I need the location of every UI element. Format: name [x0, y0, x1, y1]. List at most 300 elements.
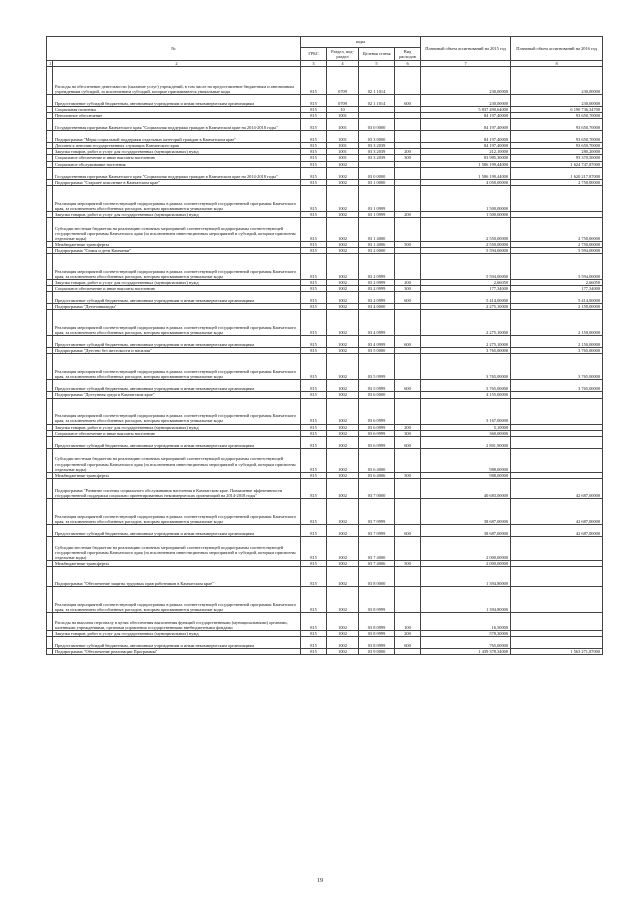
row-expense-type-cell [395, 398, 421, 424]
table-row [47, 648, 603, 654]
col-number: 7 [421, 61, 511, 67]
row-amount-2016-cell: 280,20000 [511, 149, 603, 155]
row-grbs-cell: 815 [301, 292, 327, 304]
row-grbs-cell: 815 [301, 304, 327, 310]
row-razdel-cell: 1002 [327, 536, 359, 560]
row-name-cell: Доплаты к пенсиям государственных служащих Камчатского края [53, 143, 301, 149]
header-num: № [47, 37, 301, 61]
row-amount-2015-cell: 1 586 199,44000 [421, 161, 511, 167]
row-amount-2016-cell: 3 765,00000 [511, 380, 603, 392]
row-grbs-cell: 815 [301, 398, 327, 424]
row-expense-type-cell: 200 [395, 211, 421, 217]
row-amount-2015-cell: 84 197,40000 [421, 131, 511, 143]
row-grbs-cell: 815 [301, 336, 327, 348]
row-amount-2015-cell: 4 155,00000 [421, 392, 511, 398]
row-expense-type-cell: 600 [395, 436, 421, 448]
row-grbs-cell: 815 [301, 612, 327, 630]
row-razdel-cell: 1002 [327, 436, 359, 448]
table-row [47, 478, 603, 498]
row-amount-2016-cell: 42 687,00000 [511, 478, 603, 498]
row-razdel-cell: 1001 [327, 143, 359, 149]
row-grbs-cell: 815 [301, 392, 327, 398]
row-amount-2015-cell: 1 586 199,44000 [421, 167, 511, 179]
row-amount-2015-cell: 84 197,40000 [421, 119, 511, 131]
row-grbs-cell: 815 [301, 354, 327, 380]
row-name-cell: Подпрограмма "Обеспечение реализации Программы" [53, 648, 301, 654]
col-number: 6 [395, 61, 421, 67]
col-number: 4 [327, 61, 359, 67]
row-target-article-cell: 03 5 0999 [359, 354, 395, 380]
row-razdel-cell: 1002 [327, 586, 359, 612]
row-target-article-cell: 03 6 0999 [359, 430, 395, 436]
row-name-cell: Закупка товаров, работ и услуг для государственных (муниципальных) нужд [53, 149, 301, 155]
row-amount-2016-cell: 2 750,00000 [511, 217, 603, 241]
row-expense-type-cell: 600 [395, 95, 421, 107]
row-target-article-cell: 03 9 0000 [359, 648, 395, 654]
row-target-article-cell: 03 6 4000 [359, 448, 395, 472]
row-razdel-cell: 1002 [327, 185, 359, 211]
row-target-article-cell: 03 1 0000 [359, 179, 395, 185]
row-amount-2015-cell: 16,50000 [421, 612, 511, 630]
table-row [47, 217, 603, 241]
row-razdel-cell: 1002 [327, 241, 359, 247]
row-target-article-cell: 03 7 4006 [359, 560, 395, 566]
row-name-cell: Подпрограмма "Доступная среда в Камчатском крае" [53, 392, 301, 398]
row-amount-2016-cell [511, 636, 603, 648]
row-name-cell: Подпрограмма "Меры социальной поддержки отдельных категорий граждан в Камчатском крае" [53, 131, 301, 143]
row-razdel-cell: 1002 [327, 560, 359, 566]
row-name-cell: Государственная программа Камчатского края "Социальная поддержка граждан в Камчатском крае на 2014-2018 годы" [53, 167, 301, 179]
row-expense-type-cell: 100 [395, 612, 421, 630]
row-target-article-cell: 03 3 2039 [359, 155, 395, 161]
row-grbs-cell: 815 [301, 167, 327, 179]
row-target-article-cell: 03 0 0000 [359, 167, 395, 179]
row-razdel-cell: 1002 [327, 286, 359, 292]
row-target-article-cell: 03 8 0000 [359, 566, 395, 586]
table-row [47, 586, 603, 612]
table-row [47, 524, 603, 536]
row-amount-2016-cell [511, 586, 603, 612]
row-grbs-cell: 815 [301, 348, 327, 354]
row-target-article-cell: 03 2 0999 [359, 254, 395, 280]
row-grbs-cell: 815 [301, 241, 327, 247]
row-grbs-cell: 815 [301, 179, 327, 185]
row-amount-2015-cell: 2 000,00000 [421, 536, 511, 560]
row-expense-type-cell [395, 254, 421, 280]
row-target-article-cell: 03 3 2039 [359, 143, 395, 149]
row-amount-2016-cell: 42 687,00000 [511, 524, 603, 536]
row-amount-2015-cell: 38 687,00000 [421, 524, 511, 536]
row-name-cell: Государственная программа Камчатского края "Социальная поддержка граждан в Камчатском крае на 2014-2018 годы" [53, 119, 301, 131]
row-name-cell: Реализация мероприятий соответствующей подпрограммы в рамках соответствующей государственной программы Камчатского края, за исключением обособленных расходов, которым присваиваются уникальные коды [53, 310, 301, 336]
row-target-article-cell: 03 4 0999 [359, 336, 395, 348]
col-number: 3 [301, 61, 327, 67]
row-razdel-cell: 1002 [327, 648, 359, 654]
row-name-cell: Закупка товаров, работ и услуг для государственных (муниципальных) нужд [53, 211, 301, 217]
row-target-article-cell: 03 5 0000 [359, 348, 395, 354]
row-target-article-cell: 03 2 0999 [359, 292, 395, 304]
header-codes: коды [301, 37, 421, 48]
row-grbs-cell: 815 [301, 131, 327, 143]
row-amount-2015-cell: 84 197,40000 [421, 113, 511, 119]
row-expense-type-cell: 200 [395, 149, 421, 155]
row-name-cell: Субсидии местным бюджетам на реализацию основных мероприятий соответствующей подпрограммы соответствующей государственной программы Камчатского края (за исключением инвестиционных мероприятий и субсидий, которым присвоены отдельные коды) [53, 448, 301, 472]
row-target-article-cell: 03 2 0000 [359, 247, 395, 253]
row-razdel-cell: 1001 [327, 131, 359, 143]
row-razdel-cell: 1002 [327, 566, 359, 586]
row-expense-type-cell: 600 [395, 380, 421, 392]
row-expense-type-cell [395, 478, 421, 498]
row-expense-type-cell [395, 448, 421, 472]
row-grbs-cell: 815 [301, 113, 327, 119]
row-name-cell: Межбюджетные трансферты [53, 241, 301, 247]
row-razdel-cell: 1002 [327, 398, 359, 424]
row-name-cell: Реализация мероприятий соответствующей подпрограммы в рамках соответствующей государственной программы Камчатского края, за исключением обособленных расходов, которым присваиваются уникальные коды [53, 185, 301, 211]
row-amount-2016-cell: 5 594,00000 [511, 254, 603, 280]
row-target-article-cell: 03 7 0000 [359, 478, 395, 498]
row-target-article-cell: 03 1 0999 [359, 185, 395, 211]
table-row [47, 436, 603, 448]
row-amount-2016-cell: 3 765,00000 [511, 348, 603, 354]
row-razdel-cell: 1002 [327, 498, 359, 524]
row-target-article-cell: 03 1 4000 [359, 217, 395, 241]
row-amount-2015-cell: 5 837 490,64000 [421, 107, 511, 113]
row-expense-type-cell [395, 217, 421, 241]
row-grbs-cell: 815 [301, 143, 327, 149]
row-target-article-cell: 03 6 0999 [359, 398, 395, 424]
row-amount-2016-cell: 93 650,70000 [511, 113, 603, 119]
row-razdel-cell: 1002 [327, 292, 359, 304]
row-amount-2015-cell: 988,00000 [421, 472, 511, 478]
document-page [46, 36, 602, 655]
table-row [47, 398, 603, 424]
row-grbs-cell: 815 [301, 536, 327, 560]
table-row [47, 536, 603, 560]
row-grbs-cell: 815 [301, 566, 327, 586]
row-expense-type-cell [395, 185, 421, 211]
row-amount-2015-cell: 1 394,80000 [421, 566, 511, 586]
row-amount-2015-cell: 83 985,30000 [421, 155, 511, 161]
row-target-article-cell: 03 4 0000 [359, 304, 395, 310]
table-row [47, 67, 603, 95]
row-amount-2016-cell [511, 566, 603, 586]
row-grbs-cell: 815 [301, 478, 327, 498]
row-grbs-cell: 815 [301, 254, 327, 280]
row-amount-2015-cell: 2 275,10000 [421, 336, 511, 348]
row-razdel-cell: 1002 [327, 348, 359, 354]
row-grbs-cell: 815 [301, 211, 327, 217]
row-expense-type-cell: 600 [395, 336, 421, 348]
row-expense-type-cell: 300 [395, 430, 421, 436]
table-row [47, 380, 603, 392]
row-grbs-cell: 815 [301, 310, 327, 336]
row-amount-2015-cell: 40 683,00000 [421, 478, 511, 498]
row-target-article-cell: 03 8 0999 [359, 586, 395, 612]
row-target-article-cell: 03 6 0999 [359, 436, 395, 448]
row-target-article-cell: 03 6 0999 [359, 424, 395, 430]
table-row [47, 292, 603, 304]
row-amount-2016-cell: 177,34000 [511, 286, 603, 292]
row-grbs-cell: 815 [301, 149, 327, 155]
row-razdel-cell: 1002 [327, 304, 359, 310]
row-razdel-cell: 1001 [327, 155, 359, 161]
row-amount-2015-cell: 2,66050 [421, 280, 511, 286]
row-grbs-cell: 815 [301, 472, 327, 478]
row-target-article-cell: 03 7 0999 [359, 498, 395, 524]
row-name-cell: Реализация мероприятий соответствующей подпрограммы в рамках соответствующей государственной программы Камчатского края, за исключением обособленных расходов, которым присваиваются уникальные коды [53, 586, 301, 612]
row-grbs-cell: 815 [301, 630, 327, 636]
row-name-cell: Предоставление субсидий бюджетным, автономным учреждениям и иным некоммерческим организациям [53, 380, 301, 392]
row-expense-type-cell [395, 131, 421, 143]
row-grbs-cell: 815 [301, 185, 327, 211]
row-amount-2015-cell: 1 500,00000 [421, 185, 511, 211]
row-target-article-cell: 03 0 0000 [359, 119, 395, 131]
row-expense-type-cell: 500 [395, 472, 421, 478]
row-grbs-cell: 815 [301, 448, 327, 472]
row-amount-2015-cell: 1 394,80000 [421, 586, 511, 612]
row-target-article-cell: 03 8 0999 [359, 636, 395, 648]
row-amount-2015-cell: 1 439 378,34000 [421, 648, 511, 654]
row-name-cell: Подпрограмма "Семья и дети Камчатки" [53, 247, 301, 253]
row-razdel-cell: 1002 [327, 612, 359, 630]
row-expense-type-cell: 600 [395, 636, 421, 648]
header-celevaya: Целевая статья [359, 48, 395, 61]
row-razdel-cell: 1002 [327, 448, 359, 472]
row-grbs-cell: 815 [301, 524, 327, 536]
row-grbs-cell: 815 [301, 498, 327, 524]
row-name-cell: Реализация мероприятий соответствующей подпрограммы в рамках соответствующей государственной программы Камчатского края, за исключением обособленных расходов, которым присваиваются уникальные коды [53, 254, 301, 280]
row-grbs-cell: 815 [301, 560, 327, 566]
row-razdel-cell: 1002 [327, 310, 359, 336]
row-expense-type-cell: 600 [395, 292, 421, 304]
row-name-cell: Предоставление субсидий бюджетным, автономным учреждениям и иным некоммерческим организациям [53, 95, 301, 107]
row-target-article-cell: 03 7 0999 [359, 524, 395, 536]
row-razdel-cell: 1002 [327, 254, 359, 280]
row-amount-2015-cell: 212,10000 [421, 149, 511, 155]
table-header [47, 37, 603, 67]
row-amount-2016-cell: 230,00000 [511, 95, 603, 107]
row-amount-2016-cell: 1 624 747,87000 [511, 161, 603, 167]
row-grbs-cell: 815 [301, 286, 327, 292]
col-number: 1 [47, 61, 53, 67]
row-razdel-cell: 1002 [327, 336, 359, 348]
page-number: 19 [317, 878, 323, 884]
row-grbs-cell: 815 [301, 107, 327, 113]
col-number: 2 [53, 61, 301, 67]
row-name-cell: Подпрограмма "Развитие системы социального обслуживания населения в Камчатском крае. Повышение эффективности государственной поддержки социально ориентированных некоммерческих организаций на 2014-2018 годы" [53, 478, 301, 498]
table-row [47, 498, 603, 524]
row-razdel-cell: 1002 [327, 392, 359, 398]
row-grbs-cell: 815 [301, 436, 327, 448]
table-row [47, 185, 603, 211]
row-amount-2016-cell: 2 150,00000 [511, 310, 603, 336]
row-amount-2015-cell: 2 275,10000 [421, 304, 511, 310]
row-target-article-cell: 03 7 4000 [359, 536, 395, 560]
row-amount-2015-cell: 5 414,00000 [421, 292, 511, 304]
row-name-cell: Межбюджетные трансферты [53, 472, 301, 478]
row-target-article-cell: 03 4 0999 [359, 310, 395, 336]
row-amount-2016-cell [511, 536, 603, 560]
row-amount-2015-cell: 2 275,10000 [421, 310, 511, 336]
row-name-cell: Реализация мероприятий соответствующей подпрограммы в рамках соответствующей государственной программы Камчатского края, за исключением обособленных расходов, которым присваиваются уникальные коды [53, 354, 301, 380]
row-razdel-cell: 1002 [327, 179, 359, 185]
row-amount-2015-cell: 3 765,00000 [421, 348, 511, 354]
row-razdel-cell: 1001 [327, 149, 359, 155]
col-number: 5 [359, 61, 395, 67]
row-expense-type-cell: 500 [395, 560, 421, 566]
table-row [47, 566, 603, 586]
row-name-cell: Социальное обеспечение и иные выплаты населению [53, 155, 301, 161]
row-target-article-cell: 03 8 0999 [359, 630, 395, 636]
row-amount-2016-cell: 93 370,50000 [511, 155, 603, 161]
table-row [47, 336, 603, 348]
row-expense-type-cell [395, 498, 421, 524]
row-amount-2015-cell: 3 765,00000 [421, 354, 511, 380]
row-name-cell: Реализация мероприятий соответствующей подпрограммы в рамках соответствующей государственной программы Камчатского края, за исключением обособленных расходов, которым присваиваются уникальные коды [53, 498, 301, 524]
row-razdel-cell: 1002 [327, 472, 359, 478]
row-amount-2015-cell: 765,00000 [421, 636, 511, 648]
row-grbs-cell: 815 [301, 636, 327, 648]
row-expense-type-cell: 200 [395, 424, 421, 430]
row-target-article-cell: 03 5 0999 [359, 380, 395, 392]
row-amount-2015-cell: 5 594,00000 [421, 254, 511, 280]
row-amount-2015-cell: 2 801,90000 [421, 436, 511, 448]
table-row [47, 254, 603, 280]
row-expense-type-cell: 300 [395, 286, 421, 292]
row-amount-2016-cell: 93 650,70000 [511, 131, 603, 143]
row-amount-2016-cell [511, 185, 603, 211]
row-amount-2015-cell: 578,30000 [421, 630, 511, 636]
row-razdel-cell: 10 [327, 107, 359, 113]
row-target-article-cell: 03 1 0999 [359, 211, 395, 217]
row-name-cell: Межбюджетные трансферты [53, 560, 301, 566]
row-name-cell: Подпрограмма "Обеспечение защиты трудовых прав работников в Камчатском крае" [53, 566, 301, 586]
row-expense-type-cell [395, 648, 421, 654]
row-name-cell: Закупка товаров, работ и услуг для государственных (муниципальных) нужд [53, 280, 301, 286]
row-amount-2016-cell: 1 563 271,87000 [511, 648, 603, 654]
row-expense-type-cell: 200 [395, 630, 421, 636]
row-amount-2015-cell: 360,00000 [421, 430, 511, 436]
row-expense-type-cell [395, 586, 421, 612]
row-amount-2016-cell: 5 594,00000 [511, 247, 603, 253]
row-name-cell: Социальное обслуживание населения [53, 161, 301, 167]
row-razdel-cell: 1002 [327, 630, 359, 636]
row-razdel-cell: 1002 [327, 167, 359, 179]
row-grbs-cell: 815 [301, 161, 327, 167]
row-expense-type-cell: 600 [395, 524, 421, 536]
row-razdel-cell: 1002 [327, 217, 359, 241]
row-grbs-cell: 815 [301, 217, 327, 241]
row-razdel-cell: 1001 [327, 119, 359, 131]
row-target-article-cell: 02 1 1014 [359, 95, 395, 107]
row-amount-2016-cell [511, 398, 603, 424]
row-name-cell: Предоставление субсидий бюджетным, автономным учреждениям и иным некоммерческим организациям [53, 292, 301, 304]
table-row [47, 95, 603, 107]
row-expense-type-cell [395, 310, 421, 336]
row-grbs-cell: 815 [301, 430, 327, 436]
row-amount-2016-cell [511, 436, 603, 448]
row-grbs-cell: 815 [301, 648, 327, 654]
row-name-cell: Предоставление субсидий бюджетным, автономным учреждениям и иным некоммерческим организациям [53, 436, 301, 448]
row-amount-2015-cell: 38 687,00000 [421, 498, 511, 524]
row-target-article-cell: 03 2 0999 [359, 286, 395, 292]
row-target-article-cell: 02 1 1014 [359, 67, 395, 95]
row-grbs-cell: 815 [301, 380, 327, 392]
row-grbs-cell: 815 [301, 247, 327, 253]
table-row [47, 310, 603, 336]
row-grbs-cell: 815 [301, 424, 327, 430]
row-target-article-cell: 03 3 0000 [359, 131, 395, 143]
row-name-cell: Закупка товаров, работ и услуг для государственных (муниципальных) нужд [53, 630, 301, 636]
row-amount-2015-cell: 1 500,00000 [421, 211, 511, 217]
row-razdel-cell: 1002 [327, 380, 359, 392]
row-name-cell: Пенсионное обеспечение [53, 113, 301, 119]
row-target-article-cell: 03 1 4006 [359, 241, 395, 247]
row-amount-2015-cell: 4 050,00000 [421, 179, 511, 185]
row-amount-2015-cell: 84 197,40000 [421, 143, 511, 149]
header-plan-2015: Плановый объем ассигнований на 2015 год [421, 37, 511, 61]
row-name-cell: Социальная политика [53, 107, 301, 113]
row-expense-type-cell [395, 354, 421, 380]
row-expense-type-cell [395, 167, 421, 179]
row-name-cell: Закупка товаров, работ и услуг для государственных (муниципальных) нужд [53, 424, 301, 430]
row-name-cell: Предоставление субсидий бюджетным, автономным учреждениям и иным некоммерческим организациям [53, 636, 301, 648]
row-amount-2015-cell: 988,00000 [421, 448, 511, 472]
row-name-cell: Подпрограмма "Детство без жестокости и насилия" [53, 348, 301, 354]
row-name-cell: Социальное обеспечение и иные выплаты населению [53, 286, 301, 292]
row-name-cell: Социальное обеспечение и иные выплаты населению [53, 430, 301, 436]
row-grbs-cell: 815 [301, 155, 327, 161]
header-plan-2016: Плановый объем ассигнований на 2016 год [511, 37, 603, 61]
row-target-article-cell: 03 3 2039 [359, 149, 395, 155]
row-amount-2015-cell: 2 550,00000 [421, 241, 511, 247]
row-amount-2016-cell: 2 750,00000 [511, 179, 603, 185]
row-razdel-cell: 1002 [327, 478, 359, 498]
header-grbs: ГРБС [301, 48, 327, 61]
row-amount-2015-cell: 2 550,00000 [421, 217, 511, 241]
row-amount-2016-cell: 2 750,00000 [511, 241, 603, 247]
row-name-cell: Предоставление субсидий бюджетным, автономным учреждениям и иным некоммерческим организациям [53, 336, 301, 348]
row-razdel-cell: 1002 [327, 247, 359, 253]
table-body [47, 67, 603, 655]
table-row [47, 119, 603, 131]
row-razdel-cell: 1002 [327, 211, 359, 217]
row-target-article-cell: 03 6 0000 [359, 392, 395, 398]
header-vid: Вид расходов [395, 48, 421, 61]
row-expense-type-cell [395, 566, 421, 586]
row-name-cell: Подпрограмма "Старшее поколение в Камчатском крае" [53, 179, 301, 185]
row-razdel-cell: 1002 [327, 161, 359, 167]
row-expense-type-cell: 200 [395, 280, 421, 286]
row-target-article-cell: 03 8 0999 [359, 612, 395, 630]
row-razdel-cell: 1002 [327, 430, 359, 436]
row-name-cell: Подпрограмма "Дети-инвалиды" [53, 304, 301, 310]
table-row [47, 636, 603, 648]
row-razdel-cell: 1002 [327, 424, 359, 430]
row-target-article-cell: 03 6 4006 [359, 472, 395, 478]
row-grbs-cell: 815 [301, 67, 327, 95]
row-amount-2016-cell: 1 620 217,87000 [511, 167, 603, 179]
row-amount-2016-cell: 2,66050 [511, 280, 603, 286]
row-expense-type-cell: 500 [395, 241, 421, 247]
row-amount-2015-cell: 5,10000 [421, 424, 511, 430]
row-name-cell: Реализация мероприятий соответствующей подпрограммы в рамках соответствующей государственной программы Камчатского края, за исключением обособленных расходов, которым присваиваются уникальные коды [53, 398, 301, 424]
row-expense-type-cell [395, 119, 421, 131]
row-name-cell: Расходы на обеспечение деятельности (оказание услуг) учреждений, в том числе на предоставление бюджетным и автономным учреждениям субсидий, за исключением субсидий, которые присваиваются уникальные коды [53, 67, 301, 95]
row-target-article-cell: 03 2 0999 [359, 280, 395, 286]
row-razdel-cell: 0709 [327, 95, 359, 107]
table-row [47, 354, 603, 380]
